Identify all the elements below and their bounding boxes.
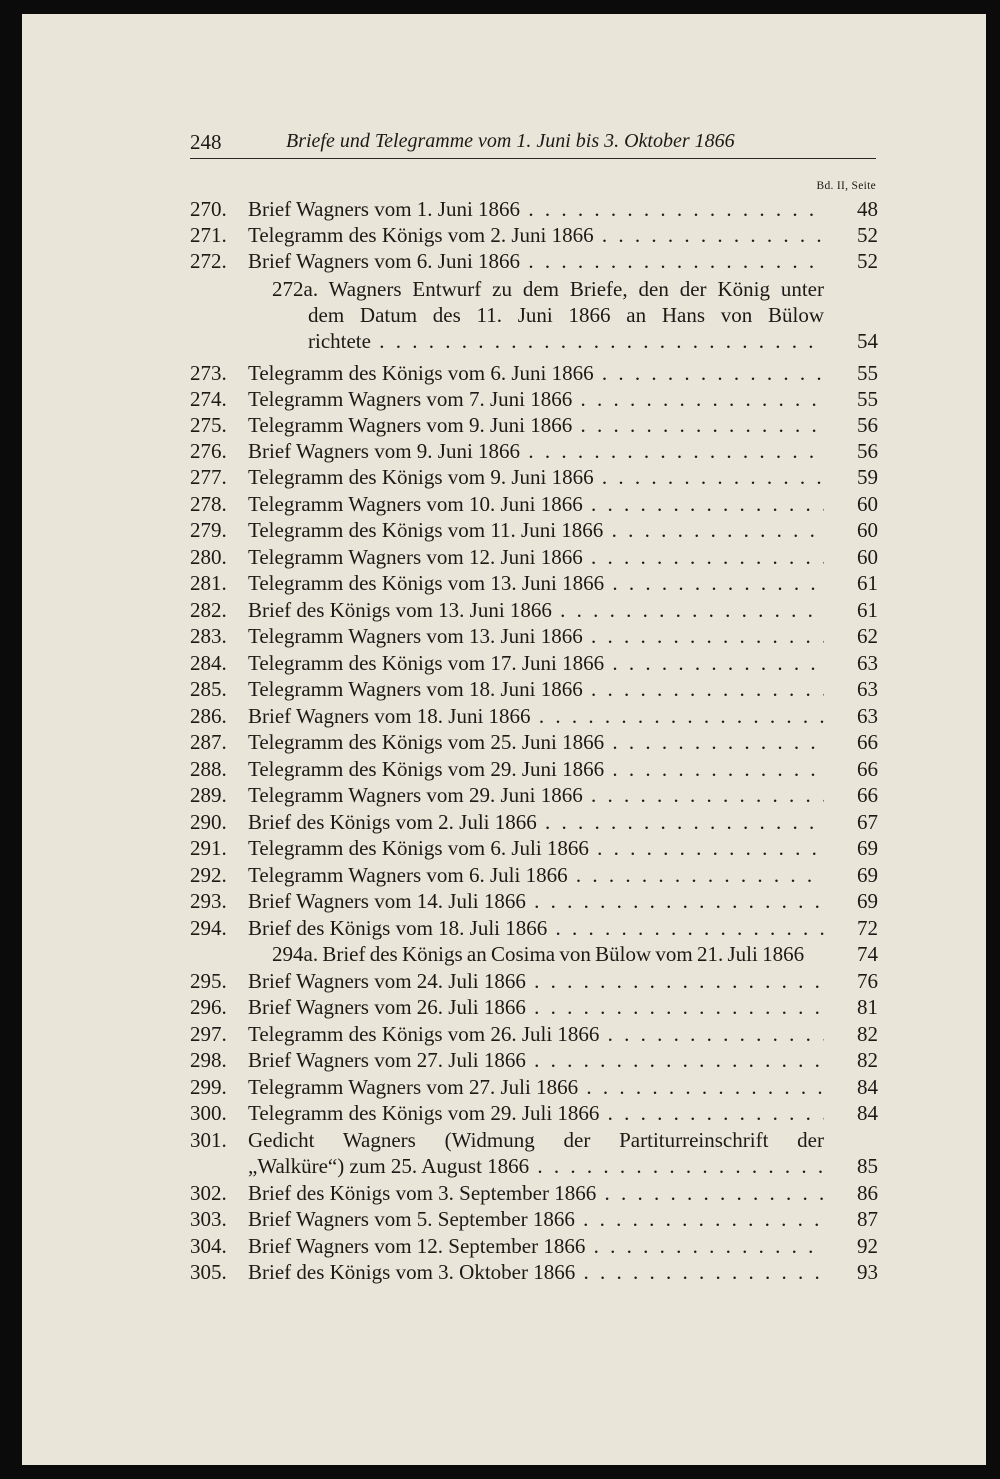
entry-number: 271. [190, 223, 227, 247]
entry-title: Brief Wagners vom 27. Juli 1866 . . . [248, 1047, 824, 1073]
entry-number: 293. [190, 889, 227, 913]
entry-title: Brief Wagners vom 5. September 1866 . . . [248, 1206, 824, 1232]
toc-entry [0, 1021, 1000, 1047]
entry-page: 87 [857, 1207, 878, 1231]
entry-number: 302. [190, 1181, 227, 1205]
entry-page: 48 [857, 197, 878, 221]
entry-number: 291. [190, 836, 227, 860]
toc-entry [0, 1074, 1000, 1100]
entry-number: 284. [190, 651, 227, 675]
entry-page: 92 [857, 1234, 878, 1258]
entry-title: Brief des Königs vom 13. Juni 1866 . . . [248, 597, 824, 623]
entry-number: 270. [190, 197, 227, 221]
entry-page: 54 [857, 329, 878, 353]
entry-number: 296. [190, 995, 227, 1019]
entry-number: 278. [190, 492, 227, 516]
entry-page: 61 [857, 571, 878, 595]
entry-title: Brief des Königs an Cosima von Bülow vom 21. Juli 1866 [322, 942, 805, 966]
entry-title: Telegramm des Königs vom 9. Juni 1866 . . . [248, 464, 824, 490]
toc-entry [0, 360, 1000, 386]
entry-number: 295. [190, 969, 227, 993]
entry-page: 69 [857, 836, 878, 860]
entry-page: 76 [857, 969, 878, 993]
toc-entry [0, 438, 1000, 464]
toc-entry [0, 676, 1000, 702]
toc-entry [0, 412, 1000, 438]
entry-page: 55 [857, 387, 878, 411]
entry-page: 60 [857, 492, 878, 516]
entry-page: 63 [857, 677, 878, 701]
entry-page: 60 [857, 545, 878, 569]
entry-page: 72 [857, 916, 878, 940]
toc-entry [0, 1233, 1000, 1259]
entry-number: 287. [190, 730, 227, 754]
column-heading: Bd. II, Seite [816, 180, 876, 192]
entry-page: 67 [857, 810, 878, 834]
toc-entry [0, 862, 1000, 888]
toc-entry [0, 835, 1000, 861]
entry-272a-line-1: 272a. Wagners Entwurf zu dem Briefe, den der König unter [272, 277, 824, 301]
entry-title: Brief Wagners vom 9. Juni 1866 . . . [248, 438, 824, 464]
toc-entry [0, 570, 1000, 596]
entry-title: Telegramm des Königs vom 11. Juni 1866 . . . [248, 517, 824, 543]
entry-page: 56 [857, 413, 878, 437]
entry-page: 93 [857, 1260, 878, 1284]
entry-page: 69 [857, 889, 878, 913]
toc-entry [0, 703, 1000, 729]
entry-294a [272, 941, 824, 967]
entry-title: Brief Wagners vom 6. Juni 1866 . . . [248, 248, 824, 274]
entry-number: 294. [190, 916, 227, 940]
entry-title: Telegramm Wagners vom 9. Juni 1866 . . . [248, 412, 824, 438]
entry-page: 56 [857, 439, 878, 463]
entry-title: Brief Wagners vom 12. September 1866 . . . [248, 1233, 824, 1259]
entry-number: 289. [190, 783, 227, 807]
toc-entry [0, 994, 1000, 1020]
entry-title: Telegramm Wagners vom 12. Juni 1866 . . . [248, 544, 824, 570]
entry-page: 81 [857, 995, 878, 1019]
toc-entry-subitem [0, 941, 1000, 967]
toc-entry [0, 544, 1000, 570]
entry-number: 275. [190, 413, 227, 437]
entry-title: Telegramm des Königs vom 13. Juni 1866 . . . [248, 570, 824, 596]
toc-entry [0, 386, 1000, 412]
toc-entry [0, 1206, 1000, 1232]
entry-page: 55 [857, 361, 878, 385]
entry-page: 61 [857, 598, 878, 622]
entry-page: 82 [857, 1022, 878, 1046]
page-number: 248 [190, 130, 222, 154]
toc-entry [0, 1153, 1000, 1179]
entry-number: 305. [190, 1260, 227, 1284]
entry-title: Telegramm des Königs vom 25. Juni 1866 . . . [248, 729, 824, 755]
entry-number: 286. [190, 704, 227, 728]
entry-page: 74 [857, 942, 878, 966]
entry-number: 294a. [272, 942, 319, 966]
entry-title: Telegramm des Königs vom 26. Juli 1866 . . . [248, 1021, 824, 1047]
entry-title: Brief des Königs vom 2. Juli 1866 . . . [248, 809, 824, 835]
entry-title: Brief Wagners vom 18. Juni 1866 . . . [248, 703, 824, 729]
entry-page: 84 [857, 1101, 878, 1125]
toc-entry-subitem [0, 276, 1000, 302]
entry-title: Brief Wagners vom 1. Juni 1866 . . . [248, 196, 824, 222]
entry-title: Brief Wagners vom 24. Juli 1866 . . . [248, 968, 824, 994]
entry-number: 272a. [272, 277, 329, 301]
toc-entry [0, 1259, 1000, 1285]
entry-page: 59 [857, 465, 878, 489]
toc-entry [0, 222, 1000, 248]
entry-title: Brief Wagners vom 26. Juli 1866 . . . [248, 994, 824, 1020]
entry-page: 63 [857, 651, 878, 675]
toc-entry [0, 1180, 1000, 1206]
toc-entry [0, 915, 1000, 941]
entry-title: Telegramm des Königs vom 6. Juni 1866 . . . [248, 360, 824, 386]
entry-number: 290. [190, 810, 227, 834]
entry-title: Telegramm des Königs vom 29. Juni 1866 . . . [248, 756, 824, 782]
toc-entry [0, 1047, 1000, 1073]
entry-number: 280. [190, 545, 227, 569]
entry-title: Brief des Königs vom 18. Juli 1866 . . . [248, 915, 824, 941]
entry-page: 66 [857, 783, 878, 807]
toc-entry [0, 782, 1000, 808]
toc-entry [0, 328, 1000, 354]
toc-entry [0, 491, 1000, 517]
toc-entry [0, 968, 1000, 994]
entry-number: 288. [190, 757, 227, 781]
toc-entry [0, 1100, 1000, 1126]
entry-page: 63 [857, 704, 878, 728]
entry-number: 282. [190, 598, 227, 622]
entry-number: 292. [190, 863, 227, 887]
entry-title: Telegramm des Königs vom 17. Juni 1866 . . . [248, 650, 824, 676]
entry-title: Telegramm Wagners vom 6. Juli 1866 . . . [248, 862, 824, 888]
entry-page: 69 [857, 863, 878, 887]
entry-301-line-1: Gedicht Wagners (Widmung der Partiturreinschrift der [248, 1128, 824, 1152]
entry-301-line-2: „Walküre“) zum 25. August 1866 . . . [248, 1153, 824, 1179]
toc-entry [0, 756, 1000, 782]
entry-number: 300. [190, 1101, 227, 1125]
entry-title: Telegramm des Königs vom 6. Juli 1866 . . . [248, 835, 824, 861]
toc-entry [0, 623, 1000, 649]
entry-title: Telegramm des Königs vom 2. Juni 1866 . . . [248, 222, 824, 248]
entry-272a-line-2: dem Datum des 11. Juni 1866 an Hans von Bülow [308, 303, 824, 327]
entry-title: Brief Wagners vom 14. Juli 1866 . . . [248, 888, 824, 914]
entry-title: Telegramm des Königs vom 29. Juli 1866 . . . [248, 1100, 824, 1126]
entry-number: 273. [190, 361, 227, 385]
entry-number: 304. [190, 1234, 227, 1258]
entry-title: Telegramm Wagners vom 18. Juni 1866 . . . [248, 676, 824, 702]
entry-number: 303. [190, 1207, 227, 1231]
toc-entry [0, 517, 1000, 543]
entry-number: 297. [190, 1022, 227, 1046]
entry-number: 301. [190, 1128, 227, 1152]
entry-number: 274. [190, 387, 227, 411]
toc-entry [0, 464, 1000, 490]
toc-entry [0, 809, 1000, 835]
entry-number: 299. [190, 1075, 227, 1099]
toc-entry [0, 729, 1000, 755]
entry-number: 279. [190, 518, 227, 542]
entry-page: 86 [857, 1181, 878, 1205]
entry-page: 52 [857, 223, 878, 247]
page-header [190, 128, 876, 159]
entry-title: Telegramm Wagners vom 13. Juni 1866 . . . [248, 623, 824, 649]
entry-number: 272. [190, 249, 227, 273]
entry-number: 283. [190, 624, 227, 648]
entry-page: 62 [857, 624, 878, 648]
toc-entry [0, 248, 1000, 274]
entry-title: Telegramm Wagners vom 7. Juni 1866 . . . [248, 386, 824, 412]
entry-number: 285. [190, 677, 227, 701]
entry-272a-line-3: richtete . . . [308, 328, 824, 354]
entry-page: 84 [857, 1075, 878, 1099]
entry-title: Telegramm Wagners vom 29. Juni 1866 . . . [248, 782, 824, 808]
entry-number: 277. [190, 465, 227, 489]
entry-page: 66 [857, 757, 878, 781]
entry-page: 60 [857, 518, 878, 542]
entry-title: Brief des Königs vom 3. September 1866 . . . [248, 1180, 824, 1206]
entry-title: Telegramm Wagners vom 10. Juni 1866 . . . [248, 491, 824, 517]
toc-entry [0, 650, 1000, 676]
entry-page: 85 [857, 1154, 878, 1178]
entry-number: 298. [190, 1048, 227, 1072]
toc-entry [0, 597, 1000, 623]
running-title: Briefe und Telegramme vom 1. Juni bis 3. Oktober 1866 [286, 130, 735, 152]
entry-number: 281. [190, 571, 227, 595]
entry-number: 276. [190, 439, 227, 463]
entry-page: 82 [857, 1048, 878, 1072]
entry-page: 52 [857, 249, 878, 273]
entry-page: 66 [857, 730, 878, 754]
toc-entry [0, 888, 1000, 914]
entry-title: Brief des Königs vom 3. Oktober 1866 . . . [248, 1259, 824, 1285]
entry-title: Telegramm Wagners vom 27. Juli 1866 . . . [248, 1074, 824, 1100]
toc-entry [0, 196, 1000, 222]
